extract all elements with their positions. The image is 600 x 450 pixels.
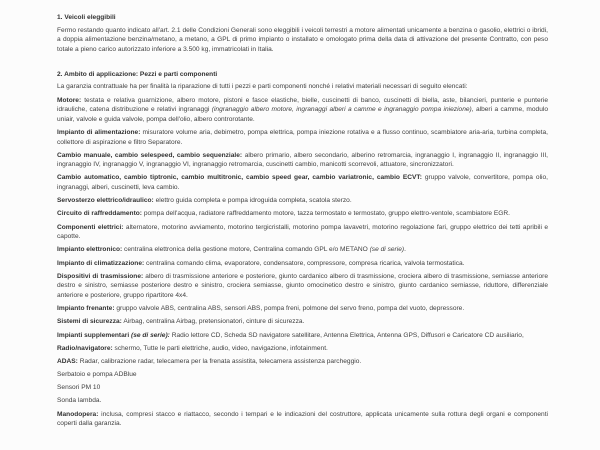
item-impianto-elettronico-text: (se di serie)	[369, 246, 405, 254]
item-impianto-elettronico-text: centralina elettronica della gestione motore, Centralina comando GPL e/o METANO	[122, 246, 370, 254]
item-dispositivi-trasmissione-text: Dispositivi di trasmissione:	[57, 272, 144, 280]
item-circuito-raffreddamento-text: pompa dell'acqua, radiatore raffreddamento motore, tazza termostato e termostato, gruppo elettro-ventole, scambiatore EGR.	[142, 210, 511, 218]
item-impianto-elettronico-text: .	[404, 246, 406, 254]
item-impianti-supplementari	[57, 331, 548, 341]
item-cambio-automatico	[57, 173, 548, 192]
item-manodopera-text: inclusa, compresi stacco e riattacco, secondo i tempari e le indicazioni del costruttore, applicata unicamente sulla rottura degli organi e componenti coperti dalla garanzia.	[57, 410, 548, 428]
item-impianto-climatizzazione-text: Impianto di climatizzazione:	[57, 259, 145, 267]
item-impianti-supplementari-text: Radio lettore CD, Scheda SD navigatore satellitare, Antenna Elettrica, Antenna GPS, Diffusori e Caricatore CD ausiliario,	[169, 331, 524, 339]
section-2-intro	[57, 82, 548, 92]
item-cambio-automatico-text: gruppo valvole, convertitore, pompa olio, ingranaggi, alberi, cuscinetti, leva cambio.	[57, 174, 548, 192]
item-impianto-elettronico	[57, 245, 548, 255]
item-motore	[57, 96, 548, 125]
item-circuito-raffreddamento	[57, 209, 548, 219]
item-impianto-climatizzazione-text: centralina comando clima, evaporatore, condensatore, compressore, compresa ricarica, valvola termostatica.	[144, 259, 465, 267]
item-motore-text: testata e relativa guarnizione, albero motore, pistoni e fasce elastiche, bielle, cuscinetti di banco, cuscinetti di biella, aste, bilancieri, punterie e punterie idrauliche, catena distribuzione e relativi ingranaggi	[57, 96, 548, 114]
item-impianto-climatizzazione	[57, 259, 548, 269]
section-2-intro-text: La garanzia contrattuale ha per finalità la riparazione di tutti i pezzi e parti componenti nonché i relativi materiali necessari di seguito elencati:	[57, 83, 468, 91]
item-cambio-manuale-text: Cambio manuale, cambio selespeed, cambio sequenziale:	[57, 151, 243, 159]
item-adas-text: Radar, calibrazione radar, telecamera per la frenata assistita, telecamera assistenza parcheggio.	[77, 357, 362, 365]
item-impianto-elettronico-text: Impianto elettronico:	[57, 246, 123, 254]
item-cambio-automatico-text: Cambio automatico, cambio tiptronic, cambio multitronic, cambio speed gear, cambio variatronic, cambio ECVT:	[57, 174, 422, 182]
item-impianto-frenante-text: Impianto frenante:	[57, 305, 115, 313]
item-adas	[57, 357, 548, 367]
item-impianto-alimentazione-text: Impianto di alimentazione:	[57, 128, 141, 136]
item-sonda-lambda-text: Sonda lambda.	[57, 397, 102, 405]
item-servosterzo	[57, 196, 548, 206]
item-circuito-raffreddamento-text: Circuito di raffreddamento:	[57, 210, 142, 218]
section-2-title-text: 2. Ambito di applicazione: Pezzi e parti componenti	[57, 70, 218, 78]
item-sonda-lambda	[57, 396, 548, 406]
item-componenti-elettrici-text: Componenti elettrici:	[57, 223, 124, 231]
item-sistemi-sicurezza-text: Airbag, centralina Airbag, pretensionatori, cinture di sicurezza.	[121, 318, 305, 326]
item-componenti-elettrici-text: alternatore, motorino avviamento, motorino tergicristalli, motorino pompa lavavetri, motorino regolazione fari, gruppo elettrico dei tetti apribili e capotte.	[57, 223, 548, 241]
item-radio-navigatore	[57, 344, 548, 354]
item-sistemi-sicurezza-text: Sistemi di sicurezza:	[57, 318, 122, 326]
item-manodopera	[57, 410, 548, 429]
section-2-title	[57, 70, 548, 80]
section-1-body-text: Fermo restando quanto indicato all'art. 2.1 delle Condizioni Generali sono eleggibili i veicoli terrestri a motore alimentati unicamente a benzina o gasolio, elettrici o ibridi, a doppia alimentazione benzina/metano, a metano, a GPL di primo impianto o installato e omologato prima della data di attivazione del presente Contratto, con peso totale a pieno carico autorizzato inferiore a 3.500 kg, immatricolati in Italia.	[57, 26, 548, 53]
item-sensori-pm10-text: Sensori PM 10	[57, 384, 101, 392]
item-motore-text: Motore:	[57, 96, 82, 104]
item-dispositivi-trasmissione	[57, 272, 548, 301]
item-impianto-frenante	[57, 304, 548, 314]
section-1-body	[57, 26, 548, 55]
item-serbatoio-adblue	[57, 370, 548, 380]
item-impianto-alimentazione	[57, 128, 548, 147]
item-servosterzo-text: elettro guida completa e pompa idroguida completa, scatola sterzo.	[153, 197, 352, 205]
item-impianto-frenante-text: gruppo valvole ABS, centralina ABS, sensori ABS, pompa freni, polmone del servo freno, pompa del vuoto, depressore.	[114, 305, 465, 313]
item-cambio-manuale-text: albero primario, albero secondario, alberino retromarcia, ingranaggio I, ingranaggio II, ingranaggio III, ingranaggio IV, ingranaggio V, ingranaggio VI, ingranaggio retromarcia, cuscinetti cambio, manicotti scorrevoli, attuatore, sincronizzatori.	[57, 151, 549, 169]
section-1-title-text: 1. Veicoli eleggibili	[57, 14, 116, 21]
item-motore-text: , alberi a camme, modulo uniair, valvole e guida valvole, pompa dell'olio, albero controrotante.	[57, 106, 549, 123]
item-cambio-manuale	[57, 151, 548, 170]
item-componenti-elettrici	[57, 223, 548, 242]
item-serbatoio-adblue-text: Serbatoio e pompa ADBlue	[57, 371, 137, 379]
item-impianto-alimentazione-text: misuratore volume aria, debimetro, pompa elettrica, pompa iniezione rotativa e a flusso continuo, scambiatore aria-aria, turbina completa, collettore di aspirazione e filtro Separatore.	[57, 128, 548, 146]
item-sensori-pm10	[57, 383, 548, 393]
item-manodopera-text: Manodopera:	[57, 410, 99, 418]
item-radio-navigatore-text: schermo, Tutte le parti elettriche, audio, video, navigazione, infotainment.	[112, 344, 328, 352]
item-servosterzo-text: Servosterzo elettrico/idraulico:	[57, 197, 154, 205]
item-radio-navigatore-text: Radio/navigatore:	[57, 344, 113, 352]
item-impianti-supplementari-text: Impianti supplementari	[57, 331, 132, 339]
section-1-title	[57, 13, 548, 23]
item-dispositivi-trasmissione-text: albero di trasmissione anteriore e posteriore, giunto cardanico albero di trasmissione, crociera albero di trasmissione, semiasse anteriore destro e sinistro, semiasse posteriore destro e sinistro, crociera semiasse, giunto omocinetico destro e sinistro, giunto cardanico semiasse, riduttore, differenziale anteriore e posteriore, gruppo ripartitore 4x4.	[57, 272, 548, 299]
item-impianti-supplementari-text: (se di serie):	[131, 331, 170, 339]
item-adas-text: ADAS:	[57, 357, 78, 365]
item-sistemi-sicurezza	[57, 317, 548, 327]
item-motore-text: (ingranaggio albero motore, ingranaggi alberi a camme e ingranaggio pompa iniezione)	[211, 106, 472, 114]
